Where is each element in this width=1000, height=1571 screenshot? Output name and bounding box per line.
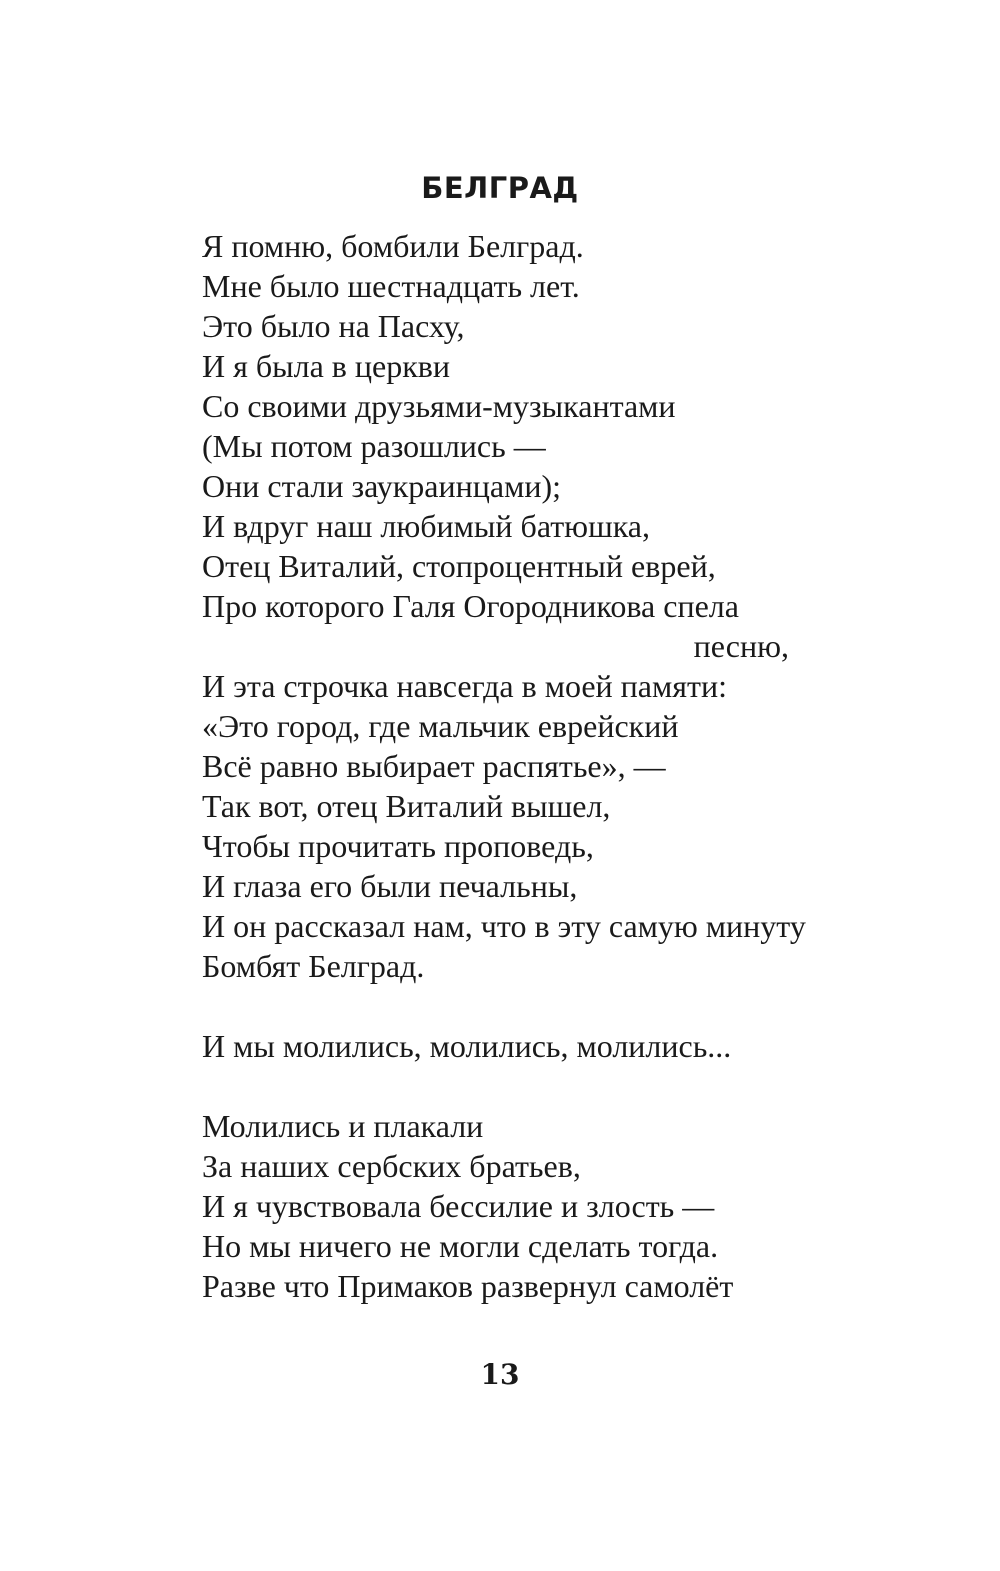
poem-title: БЕЛГРАД [421, 171, 579, 205]
poem-line: Про которого Галя Огородникова спела [202, 588, 739, 624]
poem-line: И он рассказал нам, что в эту самую минуту [202, 908, 806, 944]
poem-line-continuation: песню, [693, 628, 789, 664]
poem-line: И вдруг наш любимый батюшка, [202, 508, 650, 544]
poem-line: «Это город, где мальчик еврейский [202, 708, 679, 744]
poem-line: И я чувствовала бессилие и злость — [202, 1188, 715, 1224]
poem-line: Чтобы прочитать проповедь, [202, 828, 594, 864]
stanza-break [202, 1066, 842, 1106]
poem-line: Разве что Примаков развернул самолёт [202, 1268, 734, 1304]
poem-line: Отец Виталий, стопроцентный еврей, [202, 548, 716, 584]
poem-line: Со своими друзьями-музыкантами [202, 388, 676, 424]
poem-line: И я была в церкви [202, 348, 450, 384]
stanza-break [202, 986, 842, 1026]
poem-line: Всё равно выбирает распятье», — [202, 748, 666, 784]
poem-line: И эта строчка навсегда в моей памяти: [202, 668, 727, 704]
poem-line: Я помню, бомбили Белград. [202, 228, 584, 264]
poem-line: Мне было шестнадцать лет. [202, 268, 580, 304]
page-number: 13 [480, 1358, 520, 1391]
poem-line: Они стали заукраинцами); [202, 468, 561, 504]
poem-line: За наших сербских братьев, [202, 1148, 581, 1184]
poem-body [202, 226, 842, 1306]
poem-line: Молились и плакали [202, 1108, 484, 1144]
poem-line: Это было на Пасху, [202, 308, 465, 344]
poem-line: Но мы ничего не могли сделать тогда. [202, 1228, 719, 1264]
poem-line: И глаза его были печальны, [202, 868, 578, 904]
poem-line: Бомбят Белград. [202, 948, 425, 984]
poem-line: Так вот, отец Виталий вышел, [202, 788, 611, 824]
poem-line: И мы молились, молились, молились... [202, 1028, 732, 1064]
poem-line: (Мы потом разошлись — [202, 428, 546, 464]
